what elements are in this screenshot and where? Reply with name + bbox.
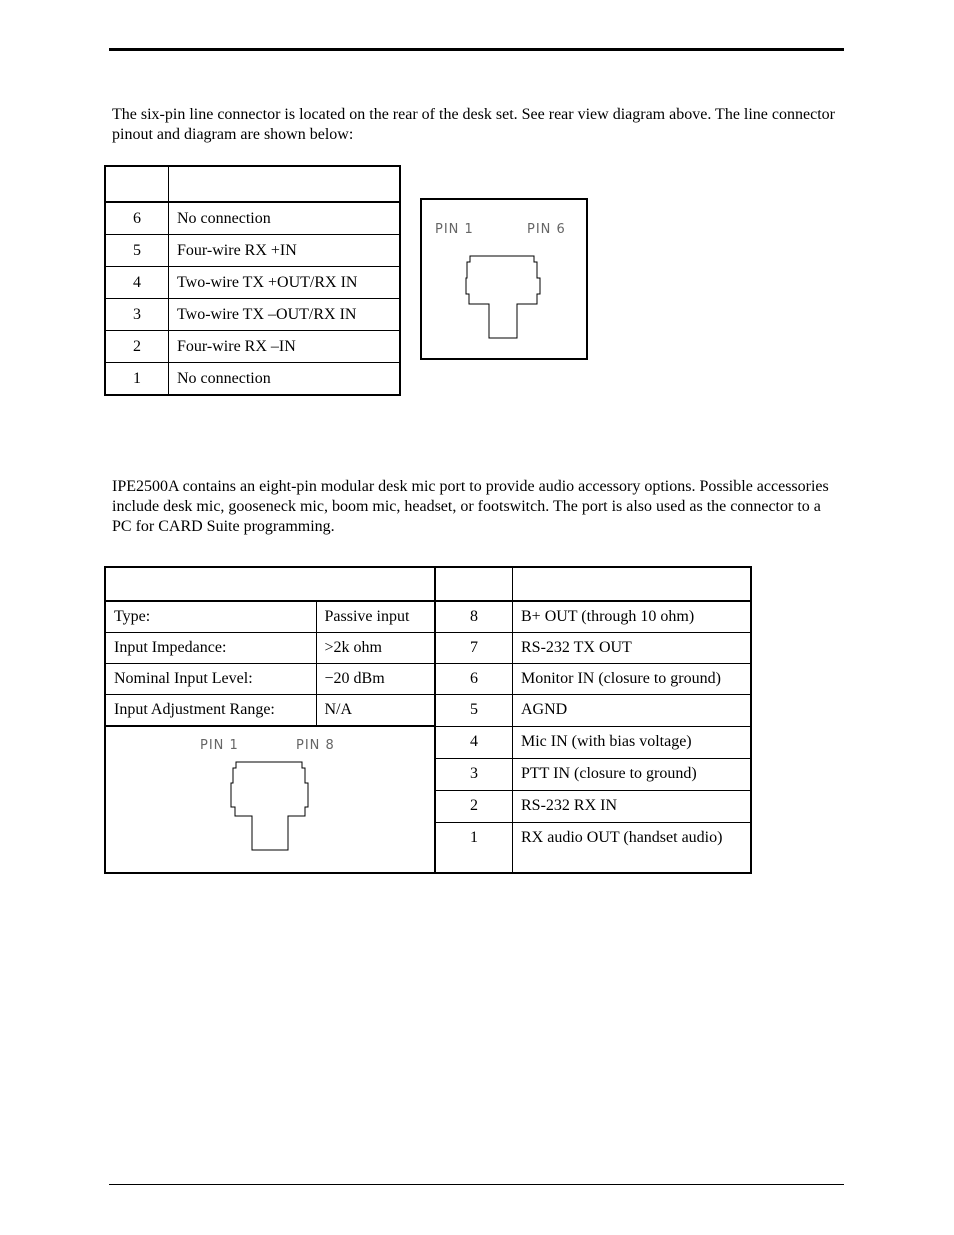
mic-port-intro: IPE2500A contains an eight-pin modular desk mic port to provide audio accessory options. Possible accessories include desk mic, gooseneck mic, boom mic, headset, or footswitch. The port is also used as the connector to a PC for CARD Suite programming. [112,478,829,535]
pin-function: RX audio OUT (handset audio) [513,822,752,873]
line-connector-intro: The six-pin line connector is located on the rear of the desk set. See rear view diagram above. The line connector pinout and diagram are shown below: [112,106,835,143]
pin-number: 6 [105,202,169,235]
spec-label: Input Adjustment Range: [105,695,316,727]
header-pin [105,166,169,202]
six-pin-connector-diagram [420,198,588,360]
spec-value: >2k ohm [316,633,435,664]
pin-number: 5 [105,235,169,267]
pin-function: Four-wire RX –IN [169,331,401,363]
table-row [105,633,751,664]
footer-rule [109,1184,844,1185]
eight-pin-connector-diagram [105,726,435,873]
table-row [105,331,400,363]
pin-number: 5 [435,695,513,727]
pin-function: PTT IN (closure to ground) [513,758,752,790]
pin-function: AGND [513,695,752,727]
pin-function: Two-wire TX –OUT/RX IN [169,299,401,331]
modular-jack-icon [106,729,434,869]
table-row [105,299,400,331]
pin-number: 1 [105,363,169,396]
pin-number: 2 [435,790,513,822]
line-connector-table [104,165,401,396]
header-spec [105,567,435,601]
mic-port-table [104,566,752,874]
pin-number: 3 [435,758,513,790]
header-function [169,166,401,202]
pin-function: RS-232 TX OUT [513,633,752,664]
pin-number: 7 [435,633,513,664]
pin-function: B+ OUT (through 10 ohm) [513,601,752,633]
header-rule [109,48,844,51]
pin-number: 6 [435,664,513,695]
header-function [513,567,752,601]
modular-jack-icon [422,200,586,358]
pin1-label: PIN 1 [200,738,239,754]
pin-function: No connection [169,363,401,396]
pin-number: 4 [105,267,169,299]
pin-function: Monitor IN (closure to ground) [513,664,752,695]
table-row [105,267,400,299]
table-row [105,601,751,633]
pin-function: Four-wire RX +IN [169,235,401,267]
pin-function: RS-232 RX IN [513,790,752,822]
pin-number: 2 [105,331,169,363]
pin-number: 3 [105,299,169,331]
pin-number: 8 [435,601,513,633]
table-row [105,726,751,758]
table-row [105,235,400,267]
spec-value: −20 dBm [316,664,435,695]
table-header-row [105,567,751,601]
pin-number: 1 [435,822,513,873]
table-row [105,202,400,235]
table-row [105,363,400,396]
pin1-label: PIN 1 [435,222,474,237]
spec-value: N/A [316,695,435,727]
pin8-label: PIN 8 [296,738,335,754]
header-pin [435,567,513,601]
spec-value: Passive input [316,601,435,633]
pin-function: Mic IN (with bias voltage) [513,726,752,758]
pin6-label: PIN 6 [527,222,566,237]
table-row [105,695,751,727]
spec-label: Type: [105,601,316,633]
spec-label: Nominal Input Level: [105,664,316,695]
pin-number: 4 [435,726,513,758]
pin-function: No connection [169,202,401,235]
table-header-row [105,166,400,202]
pin-function: Two-wire TX +OUT/RX IN [169,267,401,299]
spec-label: Input Impedance: [105,633,316,664]
table-row [105,664,751,695]
